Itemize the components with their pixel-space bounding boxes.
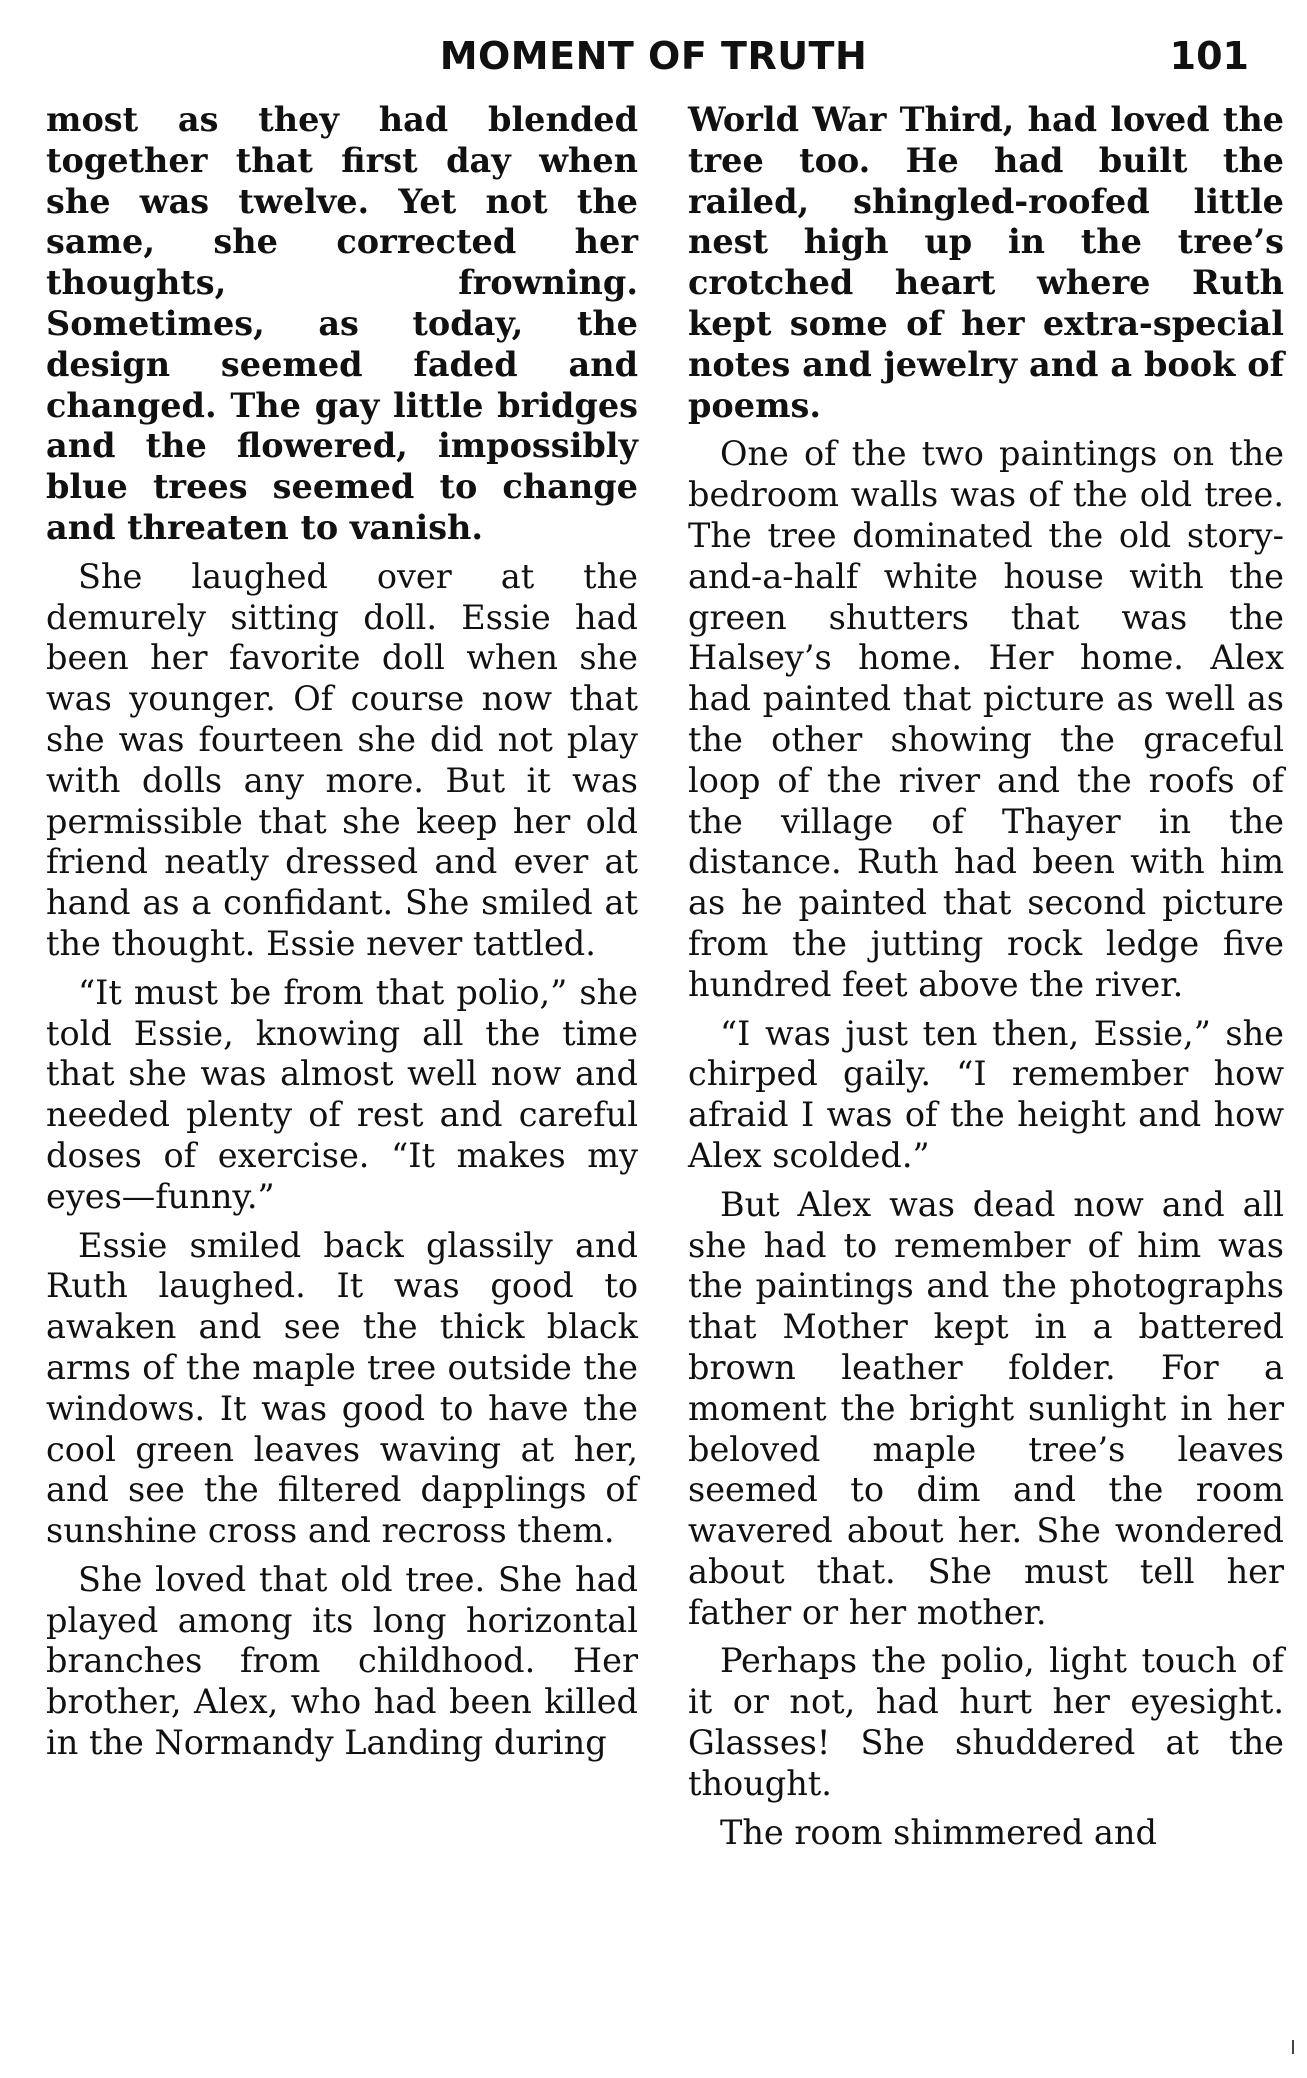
paragraph: But Alex was dead now and all she had to remember of him was the paintings and the photographs that Mother kept in a battered brown leather folder. For a moment the bright sunlight in her beloved maple tree’s leaves seemed to dim and the room wavered about her. She wondered about that. She must tell her father or her mother. xyxy=(688,1184,1284,1632)
paragraph: The room shimmered and xyxy=(720,1812,1157,1852)
paragraph: She loved that old tree. She had played among its long horizontal branches from childhood. Her brother, Alex, who had been killed in the Normandy Landing during xyxy=(46,1559,638,1763)
running-header xyxy=(40,26,1267,86)
chapter-title: MOMENT OF TRUTH xyxy=(439,34,868,78)
paragraph: most as they had blended together that first day when she was twelve. Yet not the same, she corrected her thoughts, frowning. Sometimes, as today, the design seemed faded and changed. The gay little bridges and the flowered, impossibly blue trees seemed to change and threaten to vanish. xyxy=(46,100,638,547)
paragraph: She laughed over at the demurely sitting doll. Essie had been her favorite doll when she was younger. Of course now that she was fourteen she did not play with dolls any more. But it was permissible that she keep her old friend neatly dressed and ever at hand as a confidant. She smiled at the thought. Essie never tattled. xyxy=(46,556,638,963)
paragraph: Essie smiled back glassily and Ruth laughed. It was good to awaken and see the thick black arms of the maple tree outside the windows. It was good to have the cool green leaves waving at her, and see the filtered dapplings of sunshine cross and recross them. xyxy=(46,1225,638,1551)
paragraph: “It must be from that polio,” she told Essie, knowing all the time that she was almost well now and needed plenty of rest and careful doses of exercise. “It makes my eyes—funny.” xyxy=(46,972,638,1216)
print-edge-mark xyxy=(1292,2040,1294,2054)
right-column xyxy=(688,100,1284,1861)
page-number: 101 xyxy=(1169,34,1249,78)
paragraph: “I was just ten then, Essie,” she chirped gaily. “I remember how afraid I was of the height and how Alex scolded.” xyxy=(688,1013,1284,1175)
left-column xyxy=(46,100,638,1772)
paragraph: World War Third, had loved the tree too. He had built the railed, shingled-roofed little nest high up in the tree’s crotched heart where Ruth kept some of her extra-special notes and jewelry and a book of poems. xyxy=(688,100,1284,425)
paragraph: One of the two paintings on the bedroom walls was of the old tree. The tree dominated the old story-and-a-half white house with the green shutters that was the Halsey’s home. Her home. Alex had painted that picture as well as the other showing the graceful loop of the river and the roofs of the village of Thayer in the distance. Ruth had been with him as he painted that second picture from the jutting rock ledge five hundred feet above the river. xyxy=(688,434,1284,1004)
paragraph: Perhaps the polio, light touch of it or not, had hurt her eyesight. Glasses! She shuddered at the thought. xyxy=(688,1641,1284,1803)
